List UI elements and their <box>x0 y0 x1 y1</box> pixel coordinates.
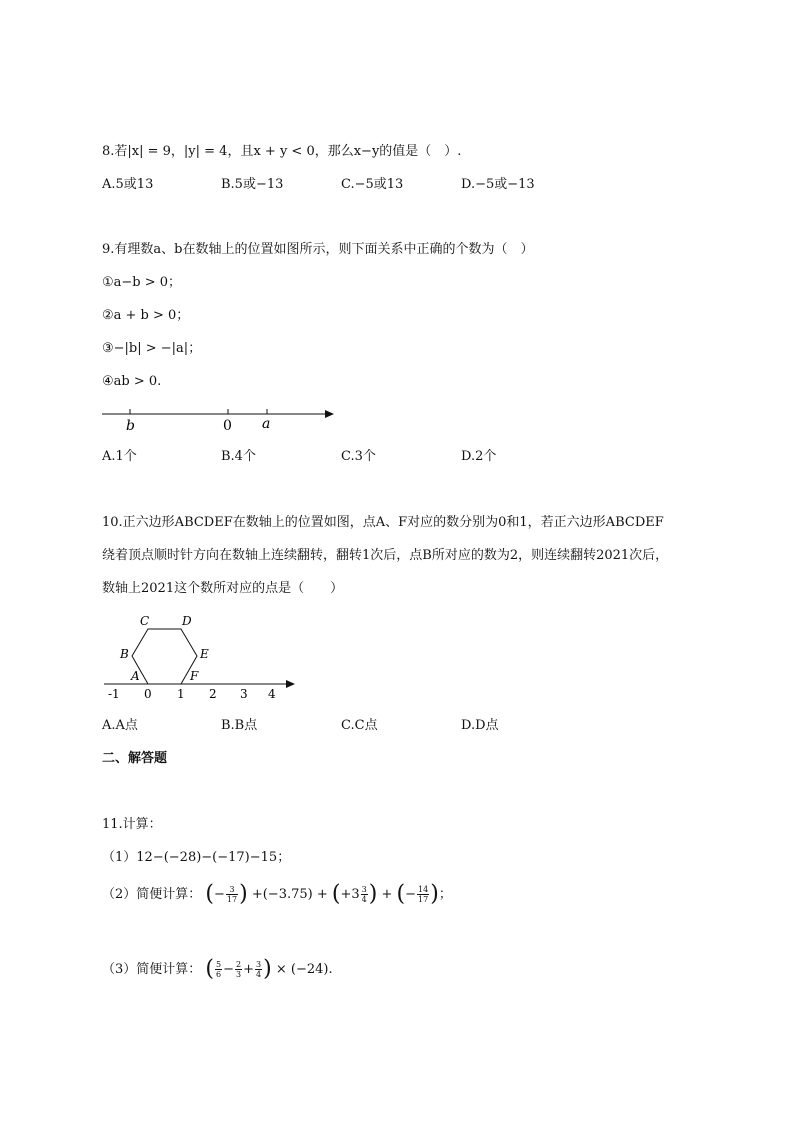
mixed-whole: +3 <box>340 887 360 902</box>
q8-option-b: B.5或−13 <box>221 177 284 192</box>
q10-option-b: B.B点 <box>221 718 258 733</box>
fraction-3-17: $\frac{3}{17}$ <box>226 885 238 904</box>
q9-item-4: ④ab > 0. <box>102 374 162 389</box>
fraction-3-4b: $\frac{3}{4}$ <box>256 960 262 979</box>
q11-part2-prefix: （2）简便计算： <box>102 887 202 902</box>
vertex-label-e: E <box>200 647 209 661</box>
vertex-label-c: C <box>140 614 150 628</box>
q9-option-a: A.1个 <box>102 449 137 464</box>
q9-label-zero: 0 <box>223 418 232 434</box>
vertex-label-f: F <box>190 669 199 683</box>
vertex-label-d: D <box>182 614 192 628</box>
q10-option-a: A.A点 <box>102 718 138 733</box>
q11-part2: （2）简便计算： (− $\frac{3}{17}$ ) +(−3.75) + (+3 $\frac{3}{4}$ ) + (− $\frac{14}{17}$ )； <box>102 881 452 907</box>
q11-part3: （3）简便计算： ( $\frac{5}{6}$ − $\frac{2}{3}$ + $\frac{3}{4}$ ) × (−24). <box>102 956 333 982</box>
q8-option-d: D.−5或−13 <box>461 177 535 192</box>
q10-stem-line1: 10.正六边形ABCDEF在数轴上的位置如图，点A、F对应的数分别为0和1，若正六边形ABCDEF <box>102 515 664 530</box>
q11-stem: 11.计算： <box>102 817 162 832</box>
q10-option-d: D.D点 <box>461 718 499 733</box>
q9-item-3: ③−|b| > −|a|； <box>102 341 202 356</box>
q11-part2-plus: + <box>381 887 393 902</box>
tick-label-3: 3 <box>240 687 248 701</box>
q11-part2-mid: +(−3.75) + <box>251 887 328 902</box>
q8-stem: 8.若|x| = 9，|y| = 4，且x + y < 0，那么x−y的值是（ ）. <box>102 144 462 159</box>
q9-label-a: a <box>262 416 271 432</box>
q9-item-2: ②a + b > 0； <box>102 308 190 323</box>
q10-stem-line2: 绕着顶点顺时针方向在数轴上连续翻转，翻转1次后，点B所对应的数为2，则连续翻转2021次后， <box>102 548 669 563</box>
tick-label-1: 1 <box>177 687 185 701</box>
q10-hexagon-figure <box>100 610 300 702</box>
q9-option-c: C.3个 <box>341 449 376 464</box>
tick-label-2: 2 <box>209 687 217 701</box>
q11-part2-end: ； <box>438 887 452 902</box>
q10-stem-line3: 数轴上2021这个数所对应的点是（ ） <box>102 581 344 596</box>
q8-option-a: A.5或13 <box>102 177 154 192</box>
section-title: 二、解答题 <box>102 751 168 766</box>
fraction-14-17: $\frac{14}{17}$ <box>418 885 429 904</box>
tick-label--1: -1 <box>108 687 120 701</box>
q11-part1: （1）12−(−28)−(−17)−15； <box>102 850 291 865</box>
hexagon <box>132 629 197 684</box>
q10-option-c: C.C点 <box>341 718 378 733</box>
q9-item-1: ①a−b > 0； <box>102 275 182 290</box>
q11-part3-tail: × (−24). <box>275 962 333 977</box>
vertex-label-b: B <box>120 647 129 661</box>
q9-label-b: b <box>126 418 135 434</box>
fraction-2-3: $\frac{2}{3}$ <box>236 960 242 979</box>
tick-label-0: 0 <box>144 687 152 701</box>
fraction-5-6: $\frac{5}{6}$ <box>216 960 222 979</box>
tick-label-4: 4 <box>268 687 276 701</box>
q9-stem: 9.有理数a、b在数轴上的位置如图所示，则下面关系中正确的个数为（ ） <box>102 242 534 257</box>
q9-option-d: D.2个 <box>461 449 497 464</box>
vertex-label-a: A <box>131 669 140 683</box>
fraction-3-4: $\frac{3}{4}$ <box>361 885 367 904</box>
q9-option-b: B.4个 <box>221 449 256 464</box>
q11-part3-prefix: （3）简便计算： <box>102 962 202 977</box>
q9-number-line <box>98 402 343 436</box>
q8-option-c: C.−5或13 <box>341 177 404 192</box>
